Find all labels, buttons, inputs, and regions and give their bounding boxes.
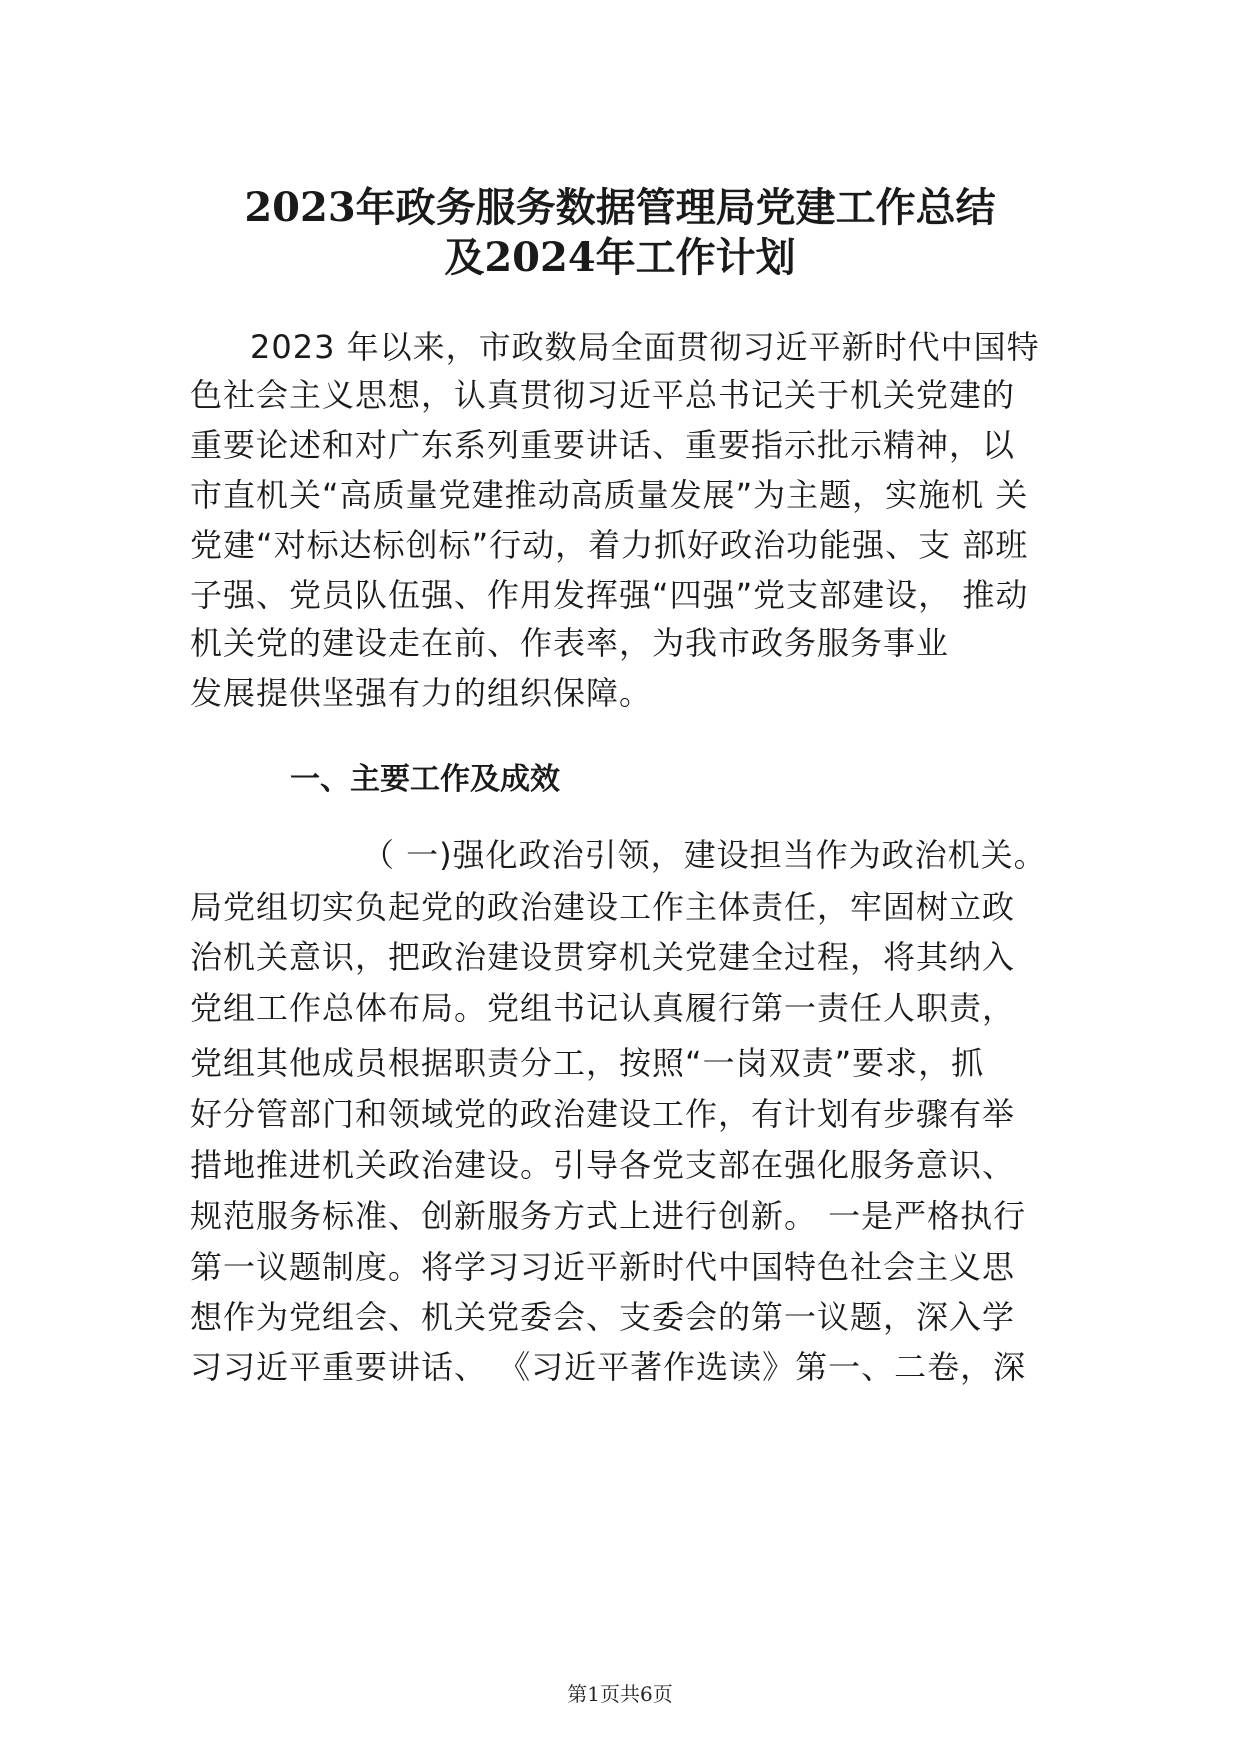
- subsection-line-8: 规范服务标准、创新服务方式上进行创新。 一是严格执行: [190, 1197, 1027, 1235]
- intro-line-2: 色社会主义思想，认真贯彻习近平总书记关于机关党建的: [190, 376, 1016, 414]
- section-heading: 一、主要工作及成效: [290, 762, 560, 797]
- subsection-line-3: 治机关意识，把政治建设贯穿机关党建全过程，将其纳入: [190, 938, 1016, 976]
- subsection-line-4: 党组工作总体布局。党组书记认真履行第一责任人职责，: [190, 989, 1016, 1027]
- intro-line-3: 重要论述和对广东系列重要讲话、重要指示批示精神，以: [190, 426, 1016, 464]
- subsection-line-2: 局党组切实负起党的政治建设工作主体责任，牢固树立政: [190, 888, 1016, 926]
- intro-line-6: 子强、党员队伍强、作用发挥强“四强”党支部建设， 推动: [190, 576, 1029, 614]
- page-number-footer: 第1页共6页: [567, 1682, 673, 1706]
- subsection-line-6: 好分管部门和领域党的政治建设工作，有计划有步骤有举: [190, 1095, 1016, 1133]
- intro-line-5: 党建“对标达标创标”行动，着力抓好政治功能强、支 部班: [190, 526, 1029, 564]
- intro-line-4: 市直机关“高质量党建推动高质量发展”为主题，实施机 关: [190, 476, 1029, 514]
- document-title-line-2: 及2024年工作计划: [444, 234, 796, 281]
- subsection-line-7: 措地推进机关政治建设。引导各党支部在强化服务意识、: [190, 1146, 1016, 1184]
- intro-line-1: 2023 年以来，市政数局全面贯彻习近平新时代中国特: [250, 328, 1040, 366]
- subsection-line-11: 习习近平重要讲话、 《习近平著作选读》第一、二卷，深: [190, 1348, 1027, 1386]
- subsection-line-5: 党组其他成员根据职责分工，按照“一岗双责”要求，抓: [190, 1044, 985, 1082]
- intro-line-8: 发展提供坚强有力的组织保障。: [190, 674, 653, 712]
- subsection-line-10: 想作为党组会、机关党委会、支委会的第一议题，深入学: [190, 1298, 1016, 1336]
- subsection-line-9: 第一议题制度。将学习习近平新时代中国特色社会主义思: [190, 1248, 1016, 1286]
- intro-line-7: 机关党的建设走在前、作表率，为我市政务服务事业: [190, 624, 950, 662]
- subsection-line-1: （ 一)强化政治引领，建设担当作为政治机关。: [362, 836, 1047, 874]
- document-title-line-1: 2023年政务服务数据管理局党建工作总结: [244, 184, 996, 231]
